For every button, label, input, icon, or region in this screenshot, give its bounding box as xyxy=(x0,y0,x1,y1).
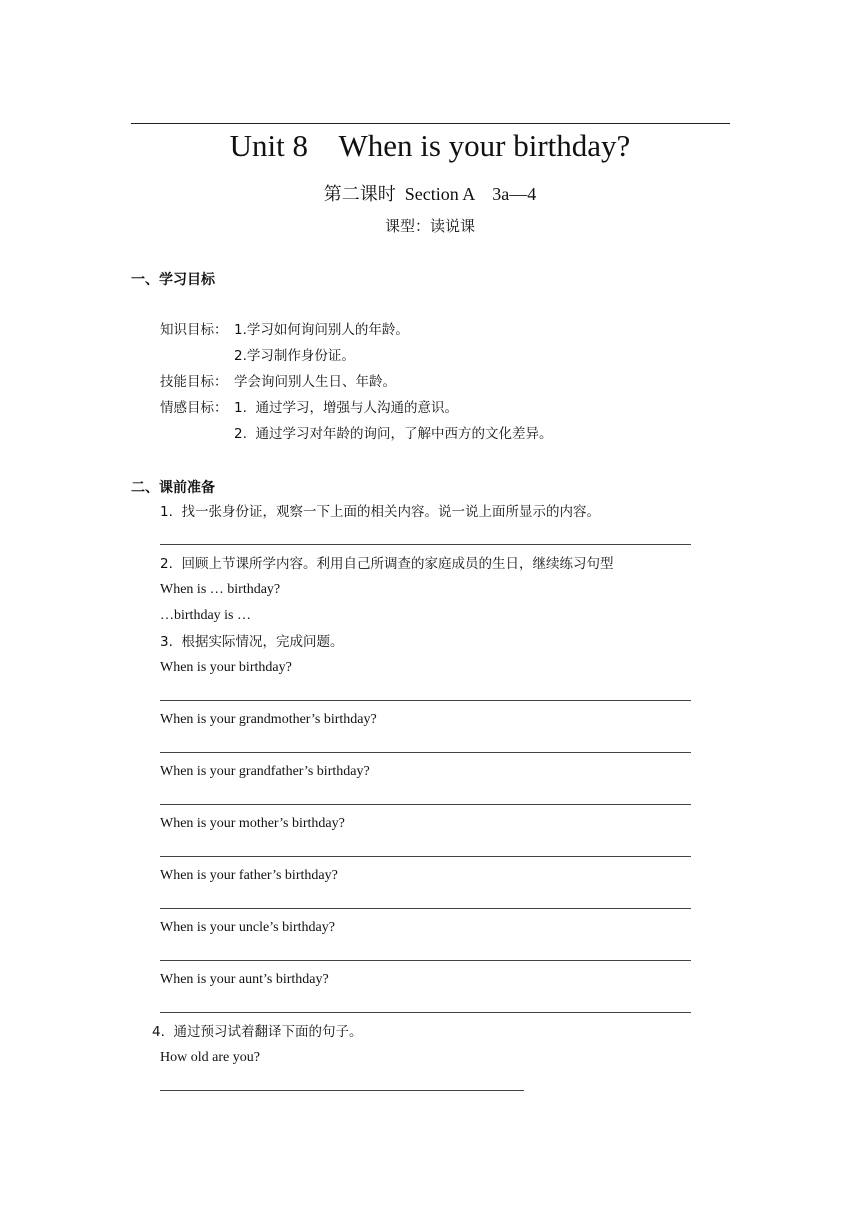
question-uncle-birthday: When is your uncle’s birthday? xyxy=(160,920,335,935)
answer-line[interactable] xyxy=(160,700,691,701)
answer-line[interactable] xyxy=(160,752,691,753)
question-grandmother-birthday: When is your grandmother’s birthday? xyxy=(160,712,377,727)
prep-item-4: 4. 通过预习试着翻译下面的句子。 xyxy=(152,1024,363,1040)
section-heading-preparation: 二、课前准备 xyxy=(131,480,215,496)
question-grandfather-birthday: When is your grandfather’s birthday? xyxy=(160,764,370,779)
knowledge-objective-1: 1.学习如何询问别人的年龄。 xyxy=(234,322,409,338)
question-how-old: How old are you? xyxy=(160,1050,260,1065)
question-aunt-birthday: When is your aunt’s birthday? xyxy=(160,972,329,987)
emotion-objective-1: 1. 通过学习，增强与人沟通的意识。 xyxy=(234,400,458,416)
emotion-objective-2: 2. 通过学习对年龄的询问，了解中西方的文化差异。 xyxy=(234,426,553,442)
question-birthday: When is your birthday? xyxy=(160,660,292,675)
answer-line[interactable] xyxy=(160,1012,691,1013)
answer-line[interactable] xyxy=(160,960,691,961)
sentence-pattern-question: When is … birthday? xyxy=(160,582,281,597)
lesson-subtitle: 第二课时 Section A 3a—4 xyxy=(323,184,537,204)
knowledge-objective-2: 2.学习制作身份证。 xyxy=(234,348,355,364)
question-mother-birthday: When is your mother’s birthday? xyxy=(160,816,345,831)
prep-item-2: 2. 回顾上节课所学内容。利用自己所调查的家庭成员的生日，继续练习句型 xyxy=(160,556,614,572)
skill-label: 技能目标： xyxy=(160,374,228,390)
prep-item-1: 1. 找一张身份证，观察一下上面的相关内容。说一说上面所显示的内容。 xyxy=(160,504,600,520)
lesson-type: 课型：读说课 xyxy=(384,217,475,235)
top-rule xyxy=(131,123,730,124)
sentence-pattern-answer: …birthday is … xyxy=(160,608,251,623)
answer-line[interactable] xyxy=(160,804,691,805)
answer-line[interactable] xyxy=(160,1090,524,1091)
answer-line[interactable] xyxy=(160,856,691,857)
prep-item-3: 3. 根据实际情况，完成问题。 xyxy=(160,634,344,650)
section-heading-objectives: 一、学习目标 xyxy=(131,272,215,288)
knowledge-label: 知识目标： xyxy=(160,322,228,338)
page-title: Unit 8 When is your birthday? xyxy=(229,128,631,163)
question-father-birthday: When is your father’s birthday? xyxy=(160,868,338,883)
answer-line[interactable] xyxy=(160,908,691,909)
skill-objective-1: 学会询问别人生日、年龄。 xyxy=(234,374,396,390)
emotion-label: 情感目标： xyxy=(160,400,228,416)
answer-line[interactable] xyxy=(160,544,691,545)
